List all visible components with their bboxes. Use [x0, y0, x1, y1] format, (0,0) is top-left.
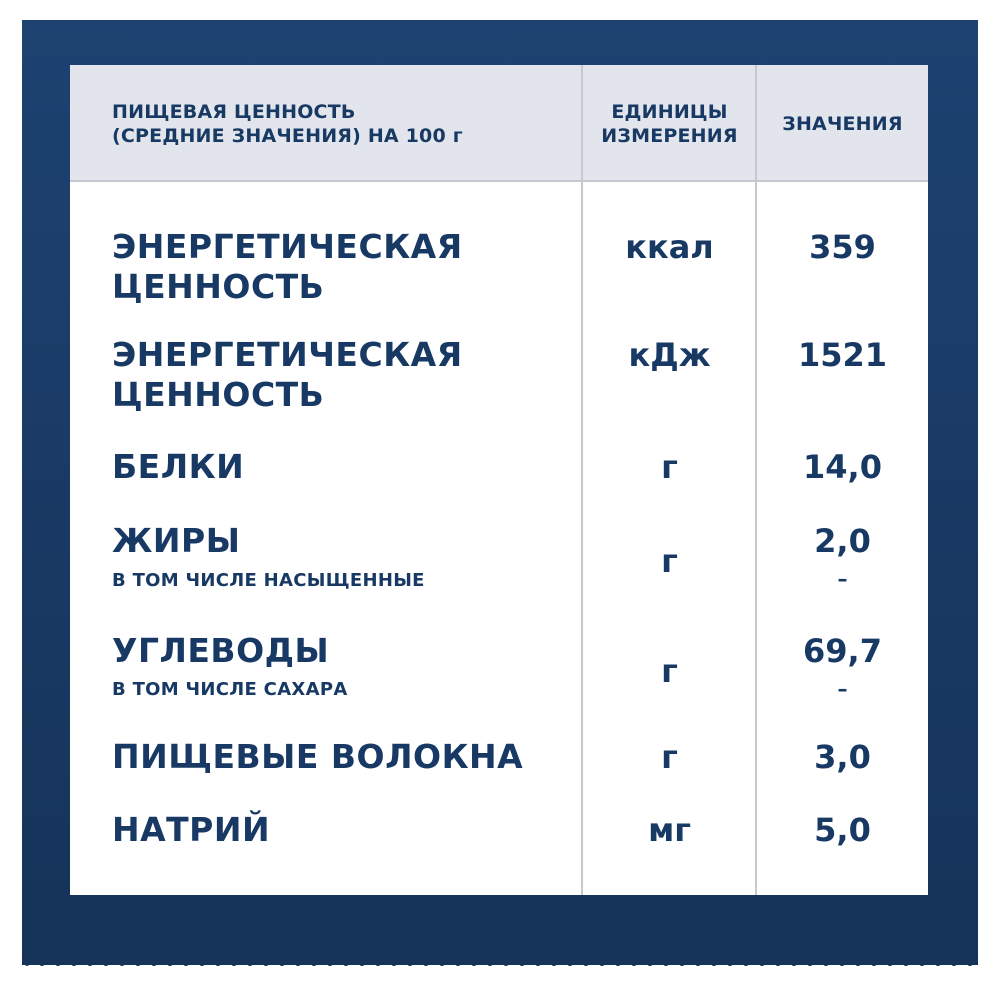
- row-carbs-value: 69,7: [803, 632, 882, 670]
- row-sodium-value: 5,0: [814, 811, 871, 849]
- row-energy-kcal-name: [112, 227, 463, 307]
- row-energy-kcal-unit: ккал: [625, 228, 714, 266]
- row-carbs-unit: г: [661, 652, 678, 690]
- row-protein-unit: г: [661, 448, 678, 486]
- row-fats-value: 2,0: [814, 522, 871, 560]
- nutrition-table: [70, 65, 928, 895]
- row-fiber-unit: г: [661, 738, 678, 776]
- row-carbs-name: УГЛЕВОДЫ: [112, 631, 330, 670]
- row-protein-name: БЕЛКИ: [112, 447, 245, 486]
- row-fiber-value: 3,0: [814, 738, 871, 776]
- row-energy-kj-name-line1: ЭНЕРГЕТИЧЕСКАЯ: [112, 335, 463, 374]
- header-units-line2: ИЗМЕРЕНИЯ: [601, 125, 738, 147]
- header-units-line1: ЕДИНИЦЫ: [611, 101, 728, 123]
- row-fats-saturated-value: –: [837, 567, 848, 591]
- header-nutrition-label: [112, 100, 572, 148]
- header-divider: [70, 180, 928, 182]
- row-energy-kcal-name-line2: ЦЕННОСТЬ: [112, 267, 325, 306]
- row-energy-kj-value: 1521: [797, 336, 888, 374]
- row-fats-name: ЖИРЫ: [112, 521, 241, 560]
- header-nutrition-line1: ПИЩЕВАЯ ЦЕННОСТЬ: [112, 101, 356, 123]
- row-fats-saturated-label: В ТОМ ЧИСЛЕ НАСЫЩЕННЫЕ: [112, 570, 425, 591]
- scallop-edge-shape: [22, 948, 978, 966]
- row-sodium-name: НАТРИЙ: [112, 810, 271, 849]
- scalloped-edge: [22, 948, 978, 983]
- row-fiber-name: ПИЩЕВЫЕ ВОЛОКНА: [112, 737, 524, 776]
- row-energy-kcal-value: 359: [809, 228, 876, 266]
- row-sodium-unit: мг: [648, 811, 691, 849]
- row-energy-kj-name-line2: ЦЕННОСТЬ: [112, 375, 325, 414]
- row-protein-value: 14,0: [803, 448, 882, 486]
- row-carbs-sugars-value: –: [837, 677, 848, 701]
- header-units-label: [582, 100, 757, 148]
- row-carbs-sugars-label: В ТОМ ЧИСЛЕ САХАРА: [112, 679, 348, 700]
- header-values-label: ЗНАЧЕНИЯ: [782, 113, 903, 135]
- header-nutrition-line2: (СРЕДНИЕ ЗНАЧЕНИЯ) НА 100 г: [112, 125, 463, 147]
- row-fats-unit: г: [661, 542, 678, 580]
- row-energy-kj-unit: кДж: [628, 336, 711, 374]
- row-energy-kcal-name-line1: ЭНЕРГЕТИЧЕСКАЯ: [112, 227, 463, 266]
- row-energy-kj-name: [112, 335, 463, 415]
